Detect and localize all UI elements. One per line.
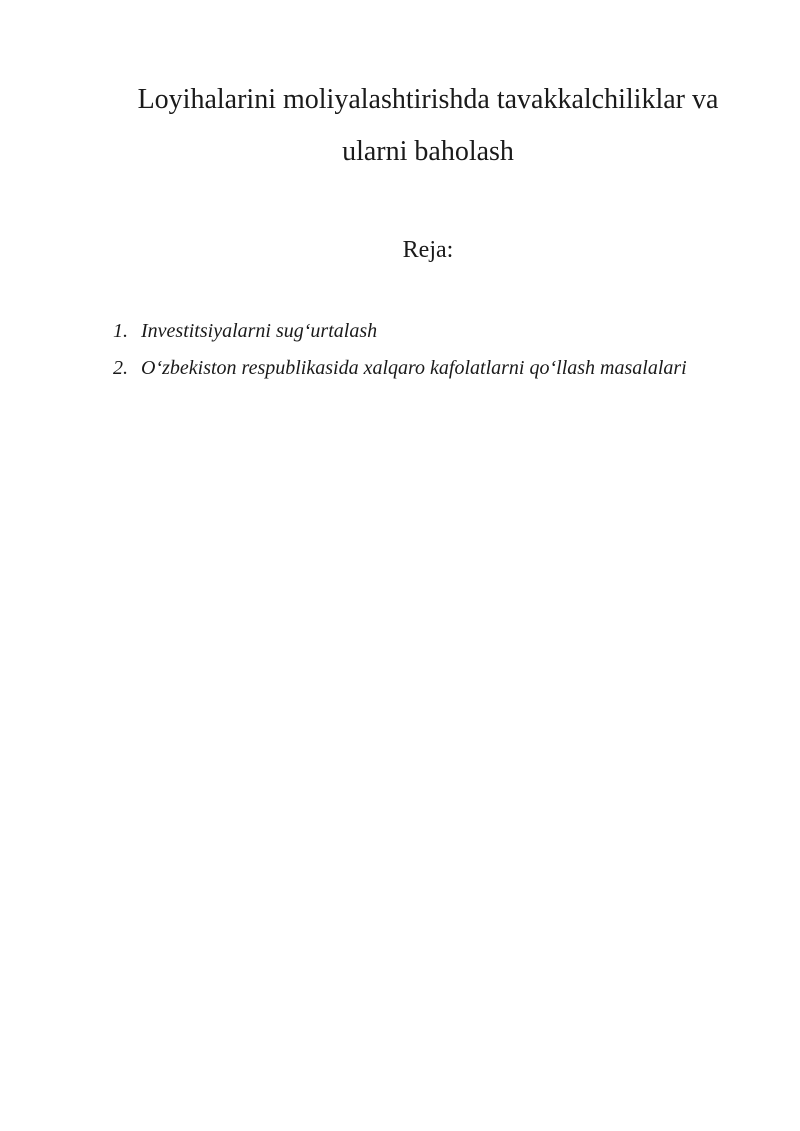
plan-item-text: Investitsiyalarni sug‘urtalash	[141, 320, 378, 342]
title-line-1: Loyihalarini moliyalashtirishda tavakkalchiliklar va	[137, 84, 719, 115]
plan-list	[113, 318, 687, 392]
document-title	[100, 74, 756, 178]
plan-item	[113, 318, 687, 344]
plan-item-number: 2.	[113, 357, 128, 379]
plan-item	[113, 355, 687, 381]
plan-item-text: O‘zbekiston respublikasida xalqaro kafolatlarni qo‘llash masalalari	[141, 357, 687, 379]
plan-item-number: 1.	[113, 320, 128, 342]
plan-heading: Reja:	[402, 237, 454, 263]
title-line-2: ularni baholash	[342, 136, 514, 167]
